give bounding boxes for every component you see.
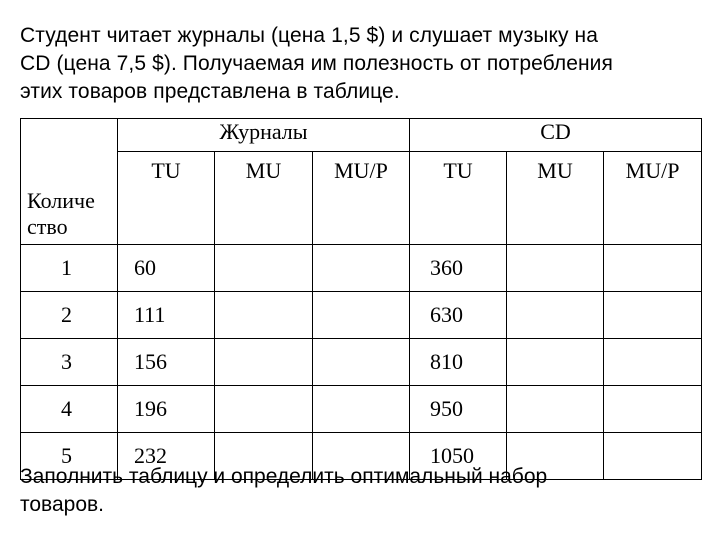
magazines-mu-cell [215, 386, 313, 433]
magazines-mu-header: MU [215, 152, 313, 245]
quantity-cell: 3 [21, 339, 118, 386]
problem-line-2: CD (цена 7,5 $). Получаемая им полезность от потребления [20, 52, 613, 75]
cd-tu-cell: 950 [410, 386, 507, 433]
problem-line-3: этих товаров представлена в таблице. [20, 80, 400, 103]
table-row [21, 292, 702, 339]
cd-mup-cell [604, 339, 702, 386]
magazines-mup-cell [313, 292, 410, 339]
magazines-mup-cell [313, 386, 410, 433]
magazines-tu-cell: 156 [118, 339, 215, 386]
magazines-mup-cell [313, 245, 410, 292]
cd-tu-cell: 1050 [410, 433, 507, 480]
magazines-group-header: Журналы [118, 119, 410, 152]
task-line-1: Заполнить таблицу и определить оптимальный набор [20, 465, 548, 488]
magazines-mup-cell [313, 339, 410, 386]
sub-header-row [21, 152, 702, 245]
cd-mu-cell [507, 292, 604, 339]
magazines-tu-header: TU [118, 152, 215, 245]
quantity-cell: 5 [21, 433, 118, 480]
cd-mup-cell [604, 292, 702, 339]
cd-group-header: CD [410, 119, 702, 152]
cd-mup-cell [604, 245, 702, 292]
table-row [21, 339, 702, 386]
problem-statement [20, 22, 710, 106]
cd-mu-cell [507, 245, 604, 292]
cd-mup-header: MU/P [604, 152, 702, 245]
quantity-header [21, 119, 118, 245]
quantity-cell: 2 [21, 292, 118, 339]
magazines-mup-header: MU/P [313, 152, 410, 245]
table-row [21, 245, 702, 292]
cd-tu-header: TU [410, 152, 507, 245]
cd-mup-cell [604, 386, 702, 433]
cd-mu-header: MU [507, 152, 604, 245]
table-row [21, 386, 702, 433]
cd-mu-cell [507, 386, 604, 433]
cd-tu-cell: 810 [410, 339, 507, 386]
cd-tu-cell: 360 [410, 245, 507, 292]
magazines-mu-cell [215, 292, 313, 339]
magazines-tu-cell: 111 [118, 292, 215, 339]
cd-tu-cell: 630 [410, 292, 507, 339]
problem-line-1: Студент читает журналы (цена 1,5 $) и слушает музыку на [20, 24, 598, 47]
quantity-cell: 4 [21, 386, 118, 433]
task-instruction [20, 463, 710, 519]
magazines-tu-cell: 196 [118, 386, 215, 433]
magazines-tu-cell: 60 [118, 245, 215, 292]
magazines-mu-cell [215, 245, 313, 292]
magazines-mu-cell [215, 339, 313, 386]
quantity-header-line-2: ство [27, 214, 68, 239]
group-header-row [21, 119, 702, 152]
magazines-tu-cell: 232 [118, 433, 215, 480]
utility-table [20, 118, 702, 480]
quantity-cell: 1 [21, 245, 118, 292]
quantity-header-line-1: Количе [27, 188, 95, 213]
cd-mu-cell [507, 339, 604, 386]
task-line-2: товаров. [20, 493, 105, 516]
